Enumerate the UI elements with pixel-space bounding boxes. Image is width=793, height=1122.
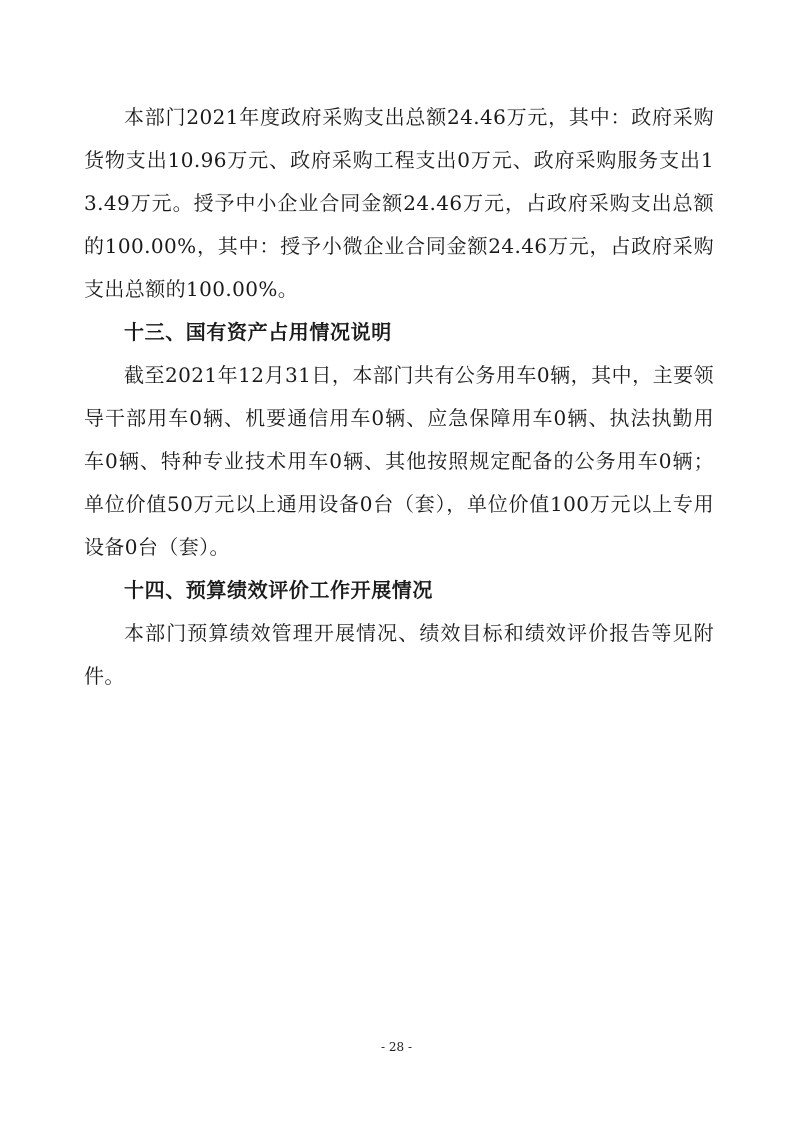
section-heading-state-assets: 十三、国有资产占用情况说明 (124, 320, 392, 344)
section-heading-performance-evaluation: 十四、预算绩效评价工作开展情况 (124, 578, 433, 602)
performance-evaluation-paragraph: 本部门预算绩效管理开展情况、绩效目标和绩效评价报告等见附件。 (84, 621, 714, 688)
state-assets-paragraph: 截至2021年12月31日，本部门共有公务用车0辆，其中，主要领导干部用车0辆、机要通信用车0辆、应急保障用车0辆、执法执勤用车0辆、特种专业技术用车0辆、其他按照规定配备的公务用车0辆；单位价值50万元以上通用设备0台（套），单位价值100万元以上专用设备0台（套）。 (84, 363, 714, 559)
page-number: - 28 - (380, 1040, 412, 1054)
procurement-paragraph: 本部门2021年度政府采购支出总额24.46万元，其中：政府采购货物支出10.96万元、政府采购工程支出0万元、政府采购服务支出13.49万元。授予中小企业合同金额24.46万元，占政府采购支出总额的100.00%，其中：授予小微企业合同金额24.46万元，占政府采购支出总额的100.00%。 (84, 105, 714, 301)
document-body (84, 96, 714, 698)
